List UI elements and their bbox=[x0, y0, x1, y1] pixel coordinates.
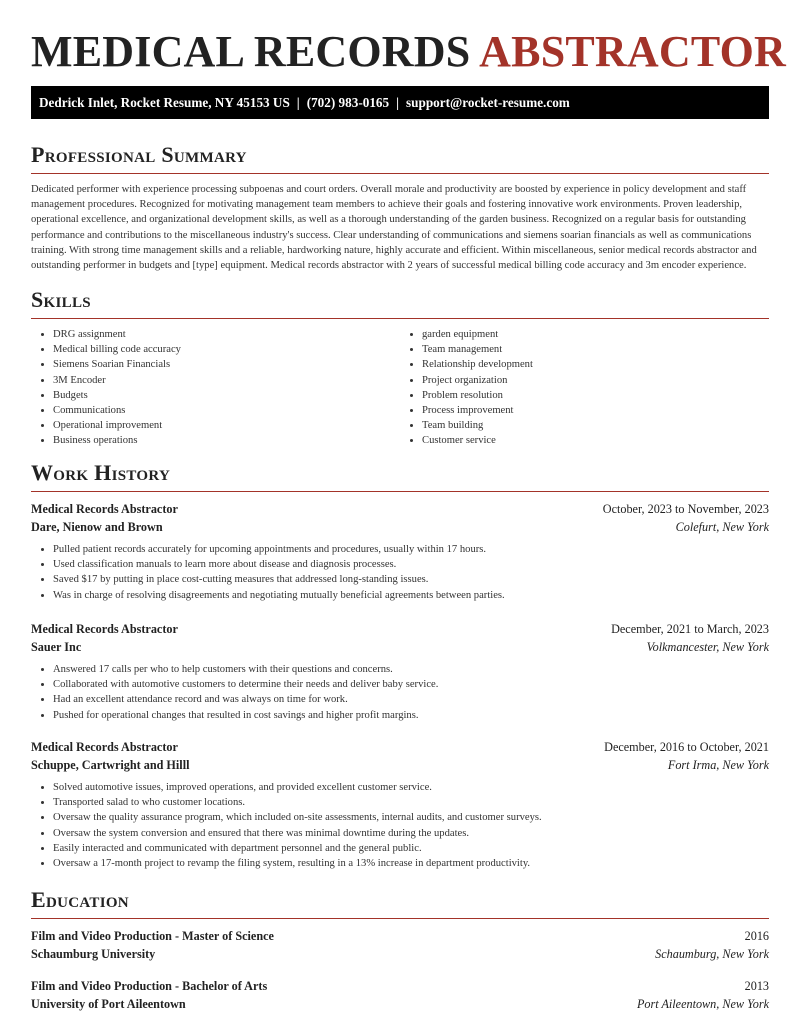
education-school: University of Port Aileentown bbox=[31, 997, 186, 1011]
education-location: Schaumburg, New York bbox=[655, 947, 769, 961]
job-bullet: • Answered 17 calls per who to help customers with their questions and concerns. bbox=[53, 662, 769, 677]
job-dates: December, 2016 to October, 2021 bbox=[604, 740, 769, 754]
job-bullets bbox=[31, 662, 769, 723]
skills-title: Skills bbox=[31, 287, 91, 312]
education-degree: Film and Video Production - Master of Science bbox=[31, 929, 274, 943]
contact-address: Dedrick Inlet, Rocket Resume, NY 45153 US bbox=[39, 94, 290, 110]
name-part-2: ABSTRACTOR bbox=[479, 27, 786, 76]
job-location: Fort Irma, New York bbox=[667, 758, 769, 772]
skill-item: • Communications bbox=[53, 403, 400, 418]
job-bullet: • Oversaw the system conversion and ensured that there was minimal downtime during the updates. bbox=[53, 826, 769, 841]
contact-bar bbox=[31, 86, 769, 119]
summary-text: Dedicated performer with experience processing subpoenas and court orders. Overall morale and productivity are boosted by experience in policy development and staff management procedures. Recognized for motivating management team members to achieve their goals and fostering innovative work environments. Proven leadership, operational excellence, and organizational development skills, as well as a thorough understanding of the garden business. Recognized on a regular basis for outstanding performance and contributions to the miscellaneous industry's success. Clear understanding of communications and siemens soarian financials as well as communications training. With strong time management skills and a reliable, hardworking nature, highly accurate and efficient. Within miscellaneous, senior medical records abstractor and outstanding performer in budgets and [type] equipment. Medical records abstractor with 2 years of successful medical billing code accuracy and 3m encoder experience. bbox=[31, 184, 757, 272]
job-bullet: • Transported salad to who customer locations. bbox=[53, 795, 769, 810]
skill-item: • DRG assignment bbox=[53, 327, 400, 342]
job-title: Medical Records Abstractor bbox=[31, 740, 178, 754]
job-bullet: • Pulled patient records accurately for upcoming appointments and procedures, usually within 17 hours. bbox=[53, 542, 769, 557]
contact-phone[interactable]: (702) 983-0165 bbox=[306, 94, 390, 110]
education-school: Schaumburg University bbox=[31, 947, 156, 961]
education-location: Port Aileentown, New York bbox=[636, 997, 769, 1011]
job-bullet: • Used classification manuals to learn more about disease and diagnosis processes. bbox=[53, 557, 769, 572]
skill-item: • Operational improvement bbox=[53, 418, 400, 433]
job-location: Colefurt, New York bbox=[675, 520, 769, 534]
skill-item: • Team building bbox=[422, 418, 769, 433]
education-entry bbox=[31, 927, 769, 963]
job-bullet: • Pushed for operational changes that resulted in cost savings and higher profit margins. bbox=[53, 708, 769, 723]
contact-email[interactable]: support@rocket-resume.com bbox=[406, 94, 570, 110]
job-bullet: • Oversaw the quality assurance program, which included on-site assessments, internal audits, and customer surveys. bbox=[53, 810, 769, 825]
job-company: Sauer Inc bbox=[31, 640, 82, 654]
section-divider bbox=[31, 491, 769, 492]
job-bullets bbox=[31, 780, 769, 871]
job-location: Volkmancester, New York bbox=[646, 640, 769, 654]
job-bullet: • Collaborated with automotive customers to determine their needs and deliver baby service. bbox=[53, 677, 769, 692]
job-entry bbox=[31, 500, 769, 603]
job-bullets bbox=[31, 542, 769, 603]
job-bullet: • Oversaw a 17-month project to revamp the filing system, resulting in a 13% increase in department productivity. bbox=[53, 856, 769, 871]
skill-item: • Siemens Soarian Financials bbox=[53, 357, 400, 372]
summary-section bbox=[31, 142, 769, 273]
skill-item: • Customer service bbox=[422, 433, 769, 448]
job-entry bbox=[31, 620, 769, 723]
skill-item: • Team management bbox=[422, 342, 769, 357]
skill-item: • Problem resolution bbox=[422, 388, 769, 403]
skill-item: • Budgets bbox=[53, 388, 400, 403]
job-bullet: • Solved automotive issues, improved operations, and provided excellent customer service. bbox=[53, 780, 769, 795]
education-section bbox=[31, 887, 769, 919]
resume-name-heading bbox=[31, 26, 786, 77]
job-bullet: • Was in charge of resolving disagreements and negotiating mutually beneficial agreements between parties. bbox=[53, 588, 769, 603]
education-year: 2016 bbox=[744, 929, 769, 943]
education-degree: Film and Video Production - Bachelor of Arts bbox=[31, 979, 268, 993]
education-year: 2013 bbox=[744, 979, 769, 993]
summary-title: Professional Summary bbox=[31, 142, 247, 167]
job-dates: October, 2023 to November, 2023 bbox=[602, 502, 769, 516]
skill-item: • Business operations bbox=[53, 433, 400, 448]
skill-item: • Medical billing code accuracy bbox=[53, 342, 400, 357]
skill-item: • Process improvement bbox=[422, 403, 769, 418]
job-title: Medical Records Abstractor bbox=[31, 622, 178, 636]
work-history-title: Work History bbox=[31, 460, 171, 485]
skill-item: • garden equipment bbox=[422, 327, 769, 342]
contact-separator: | bbox=[396, 94, 400, 110]
job-title: Medical Records Abstractor bbox=[31, 502, 178, 516]
skills-section bbox=[31, 287, 769, 449]
skills-columns bbox=[31, 327, 769, 449]
education-entry bbox=[31, 977, 769, 1013]
work-history-section bbox=[31, 460, 769, 492]
contact-separator: | bbox=[296, 94, 300, 110]
job-entry bbox=[31, 738, 769, 871]
skill-item: • Relationship development bbox=[422, 357, 769, 372]
job-company: Schuppe, Cartwright and Hilll bbox=[31, 758, 190, 772]
job-bullet: • Easily interacted and communicated with department personnel and the general public. bbox=[53, 841, 769, 856]
section-divider bbox=[31, 173, 769, 174]
skills-right-list bbox=[400, 327, 769, 449]
skill-item: • Project organization bbox=[422, 373, 769, 388]
job-company: Dare, Nienow and Brown bbox=[31, 520, 163, 534]
job-bullet: • Had an excellent attendance record and was always on time for work. bbox=[53, 692, 769, 707]
name-part-1: MEDICAL RECORDS bbox=[31, 27, 471, 76]
section-divider bbox=[31, 318, 769, 319]
education-title: Education bbox=[31, 887, 129, 912]
job-bullet: • Saved $17 by putting in place cost-cutting measures that addressed long-standing issues. bbox=[53, 572, 769, 587]
section-divider bbox=[31, 918, 769, 919]
skills-left-list bbox=[31, 327, 400, 449]
skill-item: • 3M Encoder bbox=[53, 373, 400, 388]
job-dates: December, 2021 to March, 2023 bbox=[611, 622, 769, 636]
